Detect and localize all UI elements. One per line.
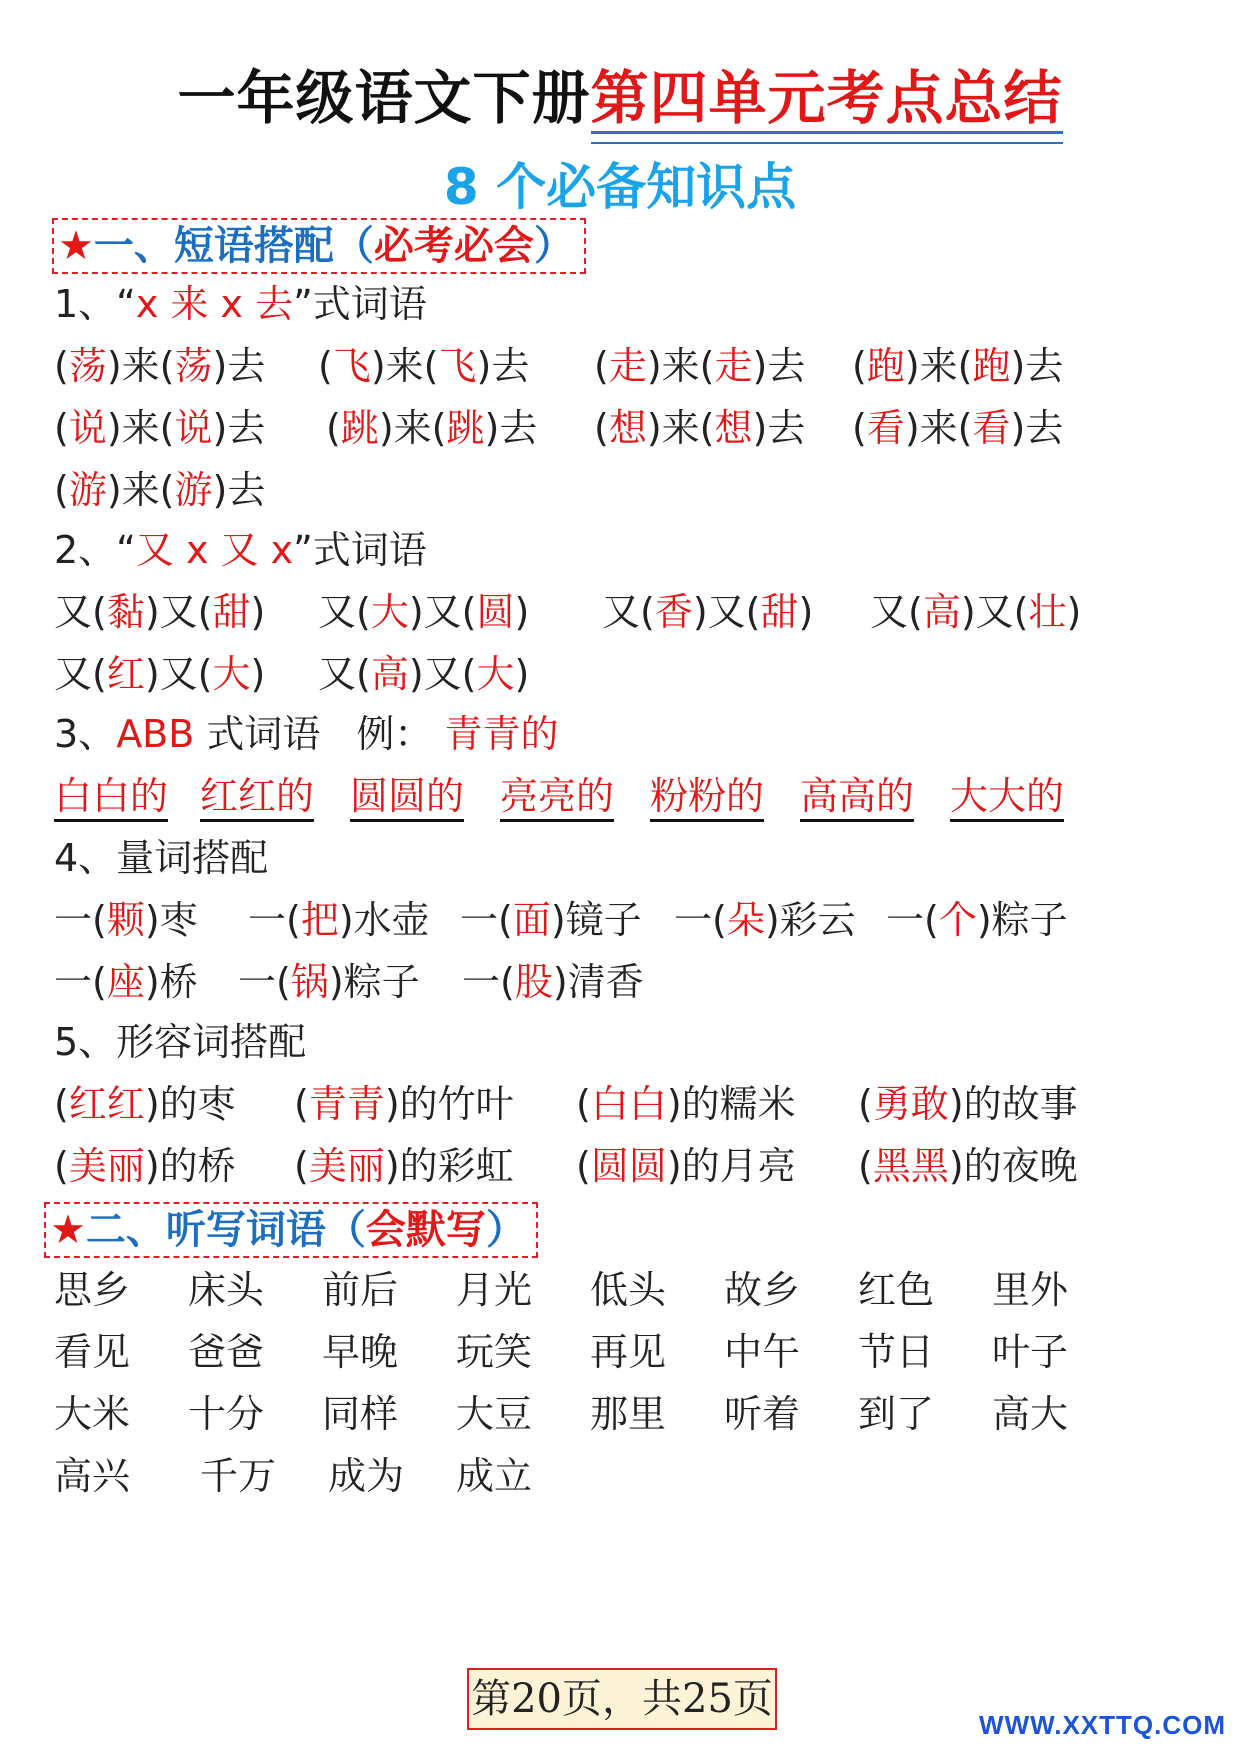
- answer-word: 个: [938, 898, 977, 942]
- abb-word-text: 白白的: [54, 774, 169, 818]
- fixed-text: )来(: [646, 344, 715, 388]
- answer-word: 香: [654, 590, 693, 634]
- part-1-pattern: x 来 x 去: [135, 282, 294, 326]
- fixed-text: 又(: [318, 590, 371, 634]
- phrase-item: [594, 336, 805, 396]
- fixed-text: 又(: [54, 590, 107, 634]
- measure-item: [460, 890, 642, 950]
- fixed-text: )枣: [144, 898, 198, 942]
- section-2-title: 二、听写词语: [85, 1207, 326, 1253]
- answer-word: 青青: [308, 1082, 385, 1126]
- dictation-word: 看见: [54, 1330, 131, 1374]
- answer-word: 壮: [1028, 590, 1067, 634]
- answer-word: 大: [476, 652, 515, 696]
- phrase-item: [852, 336, 1063, 396]
- paren-close: ）: [485, 1207, 526, 1253]
- dictation-word: 叶子: [992, 1330, 1069, 1374]
- abb-word-text: 亮亮的: [500, 774, 615, 818]
- answer-word: 游: [68, 468, 107, 512]
- dictation-word: 低头: [590, 1268, 667, 1312]
- dictation-word: 里外: [992, 1268, 1069, 1312]
- fixed-text: )来(: [378, 406, 447, 450]
- phrase-item: [326, 398, 537, 458]
- part-2-heading: [54, 520, 427, 580]
- phrase-item: [54, 336, 265, 396]
- fixed-text: )去: [1010, 344, 1064, 388]
- fixed-text: )去: [1010, 406, 1064, 450]
- fixed-text: 一(: [238, 960, 291, 1004]
- fixed-text: )粽子: [328, 960, 420, 1004]
- adjective-item: [858, 1074, 1078, 1134]
- abb-word-text: 红红的: [200, 774, 315, 818]
- paren: (: [858, 1144, 873, 1188]
- fixed-text: )的彩虹: [384, 1144, 514, 1188]
- dictation-word: 中午: [724, 1330, 801, 1374]
- answer-word: 大: [370, 590, 409, 634]
- answer-word: 甜: [212, 590, 251, 634]
- answer-word: 黑黑: [872, 1144, 949, 1188]
- paren: (: [576, 1144, 591, 1188]
- fixed-text: )水壶: [338, 898, 430, 942]
- phrase-item: [54, 460, 265, 520]
- answer-word: 高: [922, 590, 961, 634]
- example-label: 例：: [356, 712, 433, 756]
- fixed-text: )来(: [106, 468, 175, 512]
- measure-item: [54, 890, 198, 950]
- dictation-word: 爸爸: [188, 1330, 265, 1374]
- answer-word: 看: [972, 406, 1011, 450]
- phrase-item: [852, 398, 1063, 458]
- dictation-word: 同样: [322, 1392, 399, 1436]
- fixed-text: )又(: [408, 590, 477, 634]
- answer-word: 跑: [972, 344, 1011, 388]
- paren: (: [318, 344, 333, 388]
- answer-word: 白白: [590, 1082, 667, 1126]
- answer-word: 游: [174, 468, 213, 512]
- dictation-word: 高大: [992, 1392, 1069, 1436]
- part-1-prefix: 1、“: [54, 282, 136, 326]
- answer-word: 朵: [726, 898, 765, 942]
- answer-word: 跳: [446, 406, 485, 450]
- dictation-word: 听着: [724, 1392, 801, 1436]
- dictation-word: 月光: [456, 1268, 533, 1312]
- measure-item: [238, 952, 420, 1012]
- dictation-word: 玩笑: [456, 1330, 533, 1374]
- fixed-text: )的枣: [144, 1082, 236, 1126]
- abb-word: [500, 766, 614, 826]
- fixed-text: )去: [476, 344, 530, 388]
- answer-word: 说: [68, 406, 107, 450]
- paren: (: [54, 1082, 69, 1126]
- fixed-text: 又(: [318, 652, 371, 696]
- section-1-heading: [52, 218, 586, 274]
- phrase-item: [54, 644, 265, 704]
- answer-word: 走: [714, 344, 753, 388]
- paren-open: （: [325, 1207, 366, 1253]
- paren: (: [54, 344, 69, 388]
- answer-word: 飞: [332, 344, 371, 388]
- section-2-tag: 会默写: [365, 1207, 486, 1253]
- paren: (: [326, 406, 341, 450]
- dictation-word: 红色: [858, 1268, 935, 1312]
- fixed-text: )来(: [106, 344, 175, 388]
- paren: (: [852, 406, 867, 450]
- paren: (: [54, 468, 69, 512]
- answer-word: 看: [866, 406, 905, 450]
- fixed-text: 一(: [54, 960, 107, 1004]
- fixed-text: 一(: [248, 898, 301, 942]
- phrase-item: [54, 582, 265, 642]
- fixed-text: 又(: [870, 590, 923, 634]
- dictation-word: 前后: [322, 1268, 399, 1312]
- phrase-item: [594, 398, 805, 458]
- paren: (: [576, 1082, 591, 1126]
- title-black-part: 一年级语文下册: [177, 64, 591, 132]
- answer-word: 股: [514, 960, 553, 1004]
- fixed-text: )来(: [646, 406, 715, 450]
- fixed-text: )桥: [144, 960, 198, 1004]
- fixed-text: 又(: [54, 652, 107, 696]
- measure-item: [54, 952, 198, 1012]
- answer-word: 锅: [290, 960, 329, 1004]
- paren: ): [250, 652, 266, 696]
- abb-word: [950, 766, 1064, 826]
- word-row: [54, 1322, 1184, 1382]
- answer-word: 高: [370, 652, 409, 696]
- answer-word: 想: [714, 406, 753, 450]
- adjective-item: [294, 1074, 514, 1134]
- fixed-text: )来(: [370, 344, 439, 388]
- fixed-text: )去: [752, 406, 806, 450]
- dictation-word: 成为: [328, 1454, 405, 1498]
- answer-word: 跳: [340, 406, 379, 450]
- fixed-text: 一(: [886, 898, 939, 942]
- fixed-text: )又(: [408, 652, 477, 696]
- dictation-word: 早晚: [322, 1330, 399, 1374]
- paren: ): [1066, 590, 1082, 634]
- fixed-text: 一(: [462, 960, 515, 1004]
- measure-item: [462, 952, 644, 1012]
- adjective-item: [576, 1074, 796, 1134]
- dictation-word: 节日: [858, 1330, 935, 1374]
- dictation-word: 高兴: [54, 1454, 131, 1498]
- section-1-title: 一、短语搭配: [93, 223, 334, 269]
- part-1-suffix: ”式词语: [293, 282, 427, 326]
- fixed-text: 一(: [460, 898, 513, 942]
- fixed-text: )来(: [904, 344, 973, 388]
- paren: (: [858, 1082, 873, 1126]
- phrase-item: [602, 582, 813, 642]
- answer-word: 红: [106, 652, 145, 696]
- adjective-item: [54, 1136, 236, 1196]
- section-1-tag: 必考必会: [373, 223, 534, 269]
- fixed-text: )镜子: [550, 898, 642, 942]
- dictation-word: 成立: [456, 1454, 533, 1498]
- dictation-word: 大豆: [456, 1392, 533, 1436]
- adjective-row: [54, 1136, 1184, 1196]
- fixed-text: )来(: [904, 406, 973, 450]
- abb-word: [200, 766, 314, 826]
- fixed-text: )来(: [106, 406, 175, 450]
- part-3-prefix: 3、: [54, 712, 117, 756]
- paren: (: [852, 344, 867, 388]
- fixed-text: )的桥: [144, 1144, 236, 1188]
- fixed-text: )又(: [960, 590, 1029, 634]
- part-5-heading: 5、形容词搭配: [54, 1020, 307, 1064]
- paren: ): [250, 590, 266, 634]
- star-icon: ★: [50, 1207, 86, 1253]
- section-2-heading: [44, 1202, 538, 1258]
- paren: ): [514, 590, 530, 634]
- abb-word-text: 大大的: [950, 774, 1065, 818]
- fixed-text: )粽子: [976, 898, 1068, 942]
- word-row: [54, 1446, 1184, 1506]
- adjective-item: [54, 1074, 236, 1134]
- fixed-text: 一(: [674, 898, 727, 942]
- fixed-text: )去: [484, 406, 538, 450]
- paren: ): [514, 652, 530, 696]
- answer-word: 荡: [174, 344, 213, 388]
- dictation-word: 大米: [54, 1392, 131, 1436]
- answer-word: 美丽: [308, 1144, 385, 1188]
- answer-word: 想: [608, 406, 647, 450]
- phrase-item: [318, 644, 529, 704]
- fixed-text: )的竹叶: [384, 1082, 514, 1126]
- abb-word: [350, 766, 464, 826]
- title-red-part: 第四单元考点总结: [591, 58, 1063, 138]
- fixed-text: )又(: [144, 590, 213, 634]
- paren: (: [594, 344, 609, 388]
- paren: (: [594, 406, 609, 450]
- fixed-text: )去: [212, 406, 266, 450]
- paren: ): [798, 590, 814, 634]
- fixed-text: )彩云: [764, 898, 856, 942]
- phrase-row: [54, 644, 1184, 704]
- answer-word: 红红: [68, 1082, 145, 1126]
- watermark: WWW.XXTTQ.COM: [979, 1710, 1226, 1740]
- star-icon: ★: [58, 223, 94, 269]
- answer-word: 说: [174, 406, 213, 450]
- part-2-prefix: 2、“: [54, 528, 136, 572]
- abb-words-row: [54, 766, 1184, 826]
- dictation-word: 再见: [590, 1330, 667, 1374]
- paren: (: [54, 1144, 69, 1188]
- part-3-heading: [54, 704, 558, 764]
- abb-word: [54, 766, 168, 826]
- dictation-word: 思乡: [54, 1268, 131, 1312]
- answer-word: 跑: [866, 344, 905, 388]
- answer-word: 圆: [476, 590, 515, 634]
- abb-word-text: 圆圆的: [350, 774, 465, 818]
- phrase-item: [870, 582, 1081, 642]
- fixed-text: )的月亮: [666, 1144, 796, 1188]
- part-3-pattern: ABB: [116, 712, 195, 756]
- phrase-item: [318, 582, 529, 642]
- answer-word: 黏: [106, 590, 145, 634]
- fixed-text: )的夜晚: [948, 1144, 1078, 1188]
- part-2-pattern: 又 x 又 x: [135, 528, 294, 572]
- phrase-row: [54, 336, 1184, 396]
- fixed-text: )又(: [692, 590, 761, 634]
- fixed-text: )的故事: [948, 1082, 1078, 1126]
- answer-word: 大: [212, 652, 251, 696]
- answer-word: 面: [512, 898, 551, 942]
- paren: (: [294, 1144, 309, 1188]
- abb-word: [650, 766, 764, 826]
- answer-word: 飞: [438, 344, 477, 388]
- phrase-item: [54, 398, 265, 458]
- fixed-text: )去: [752, 344, 806, 388]
- page-subtitle: 8 个必备知识点: [443, 158, 797, 216]
- adjective-item: [294, 1136, 514, 1196]
- word-row: [54, 1260, 1184, 1320]
- page-number: 第20页，共25页: [467, 1668, 777, 1730]
- phrase-item: [318, 336, 529, 396]
- paren: (: [54, 406, 69, 450]
- fixed-text: 一(: [54, 898, 107, 942]
- adjective-row: [54, 1074, 1184, 1134]
- abb-word: [800, 766, 914, 826]
- paren-open: （: [333, 223, 374, 269]
- answer-word: 座: [106, 960, 145, 1004]
- measure-row: [54, 890, 1184, 950]
- answer-word: 走: [608, 344, 647, 388]
- example-word: 青青的: [444, 712, 559, 756]
- fixed-text: 又(: [602, 590, 655, 634]
- dictation-word: 到了: [858, 1392, 935, 1436]
- fixed-text: )去: [212, 468, 266, 512]
- part-3-suffix: 式词语: [194, 712, 321, 756]
- adjective-item: [858, 1136, 1078, 1196]
- phrase-row: [54, 582, 1184, 642]
- abb-word-text: 高高的: [800, 774, 915, 818]
- paren: (: [294, 1082, 309, 1126]
- answer-word: 颗: [106, 898, 145, 942]
- answer-word: 美丽: [68, 1144, 145, 1188]
- answer-word: 圆圆: [590, 1144, 667, 1188]
- fixed-text: )去: [212, 344, 266, 388]
- fixed-text: )清香: [552, 960, 644, 1004]
- page-title: [0, 58, 1240, 138]
- fixed-text: )又(: [144, 652, 213, 696]
- measure-row: [54, 952, 1184, 1012]
- measure-item: [674, 890, 856, 950]
- answer-word: 勇敢: [872, 1082, 949, 1126]
- fixed-text: )的糯米: [666, 1082, 796, 1126]
- answer-word: 甜: [760, 590, 799, 634]
- adjective-item: [576, 1136, 796, 1196]
- paren-close: ）: [533, 223, 574, 269]
- measure-item: [886, 890, 1068, 950]
- part-2-suffix: ”式词语: [293, 528, 427, 572]
- part-1-heading: [54, 274, 427, 334]
- word-row: [54, 1384, 1184, 1444]
- dictation-word: 十分: [188, 1392, 265, 1436]
- answer-word: 荡: [68, 344, 107, 388]
- part-4-heading: 4、量词搭配: [54, 836, 269, 880]
- measure-item: [248, 890, 430, 950]
- phrase-row: [54, 460, 1184, 520]
- dictation-word: 千万: [200, 1454, 277, 1498]
- answer-word: 把: [300, 898, 339, 942]
- dictation-word: 那里: [590, 1392, 667, 1436]
- dictation-word: 故乡: [724, 1268, 801, 1312]
- abb-word-text: 粉粉的: [650, 774, 765, 818]
- dictation-word: 床头: [188, 1268, 265, 1312]
- phrase-row: [54, 398, 1184, 458]
